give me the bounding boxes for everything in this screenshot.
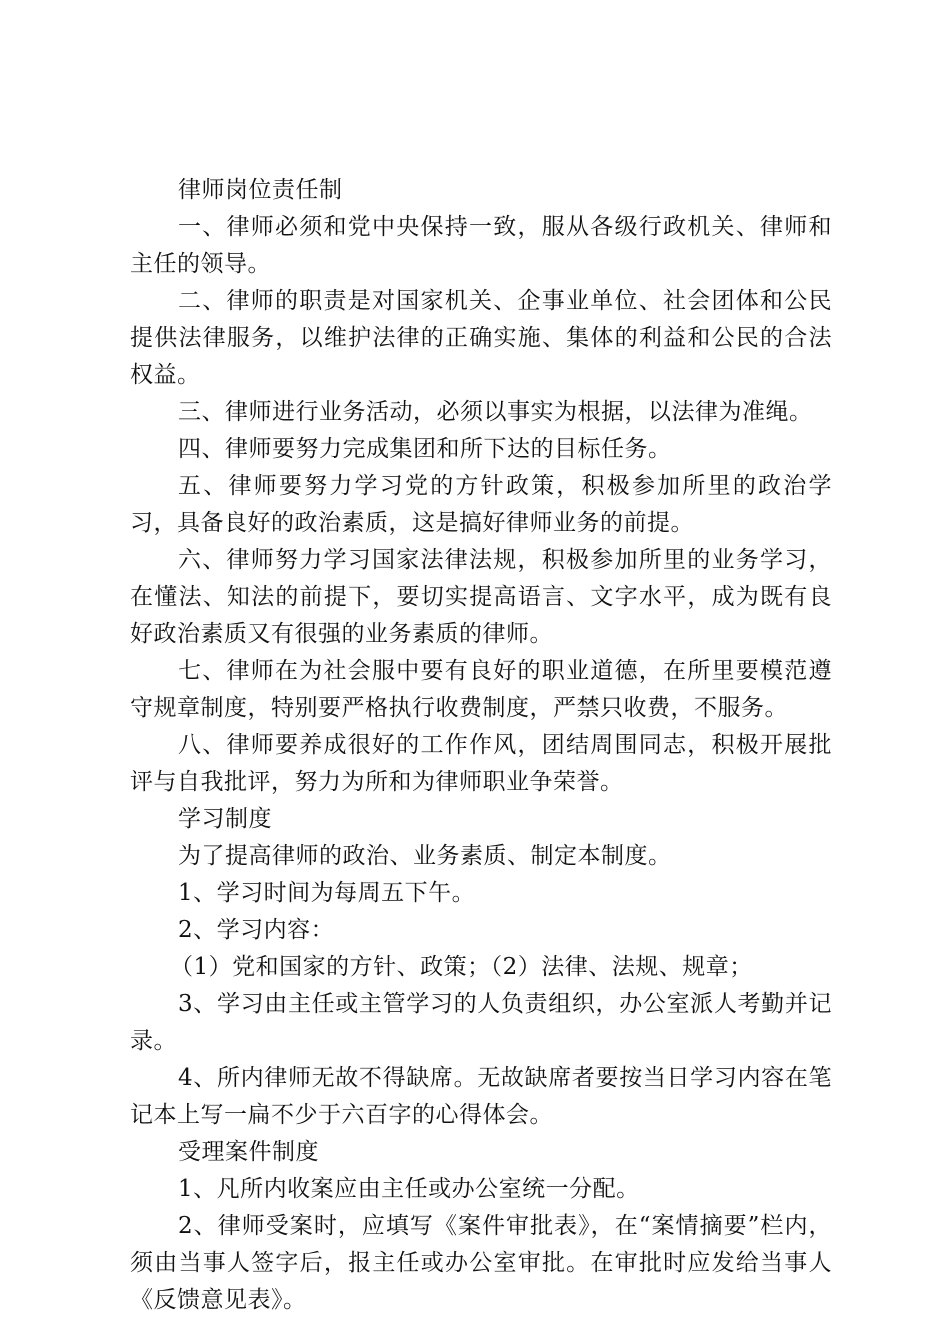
paragraph: 三、律师进行业务活动，必须以事实为根据，以法律为准绳。 bbox=[178, 399, 813, 425]
section-title-case-acceptance: 受理案件制度 bbox=[178, 1139, 319, 1165]
paragraph: 六、律师努力学习国家法律法规，积极参加所里的业务学习，在懂法、知法的前提下，要切实提高语言、文字水平，成为既有良好政治素质又有很强的业务素质的律师。 bbox=[130, 547, 832, 647]
list-item: 1、凡所内收案应由主任或办公室统一分配。 bbox=[178, 1176, 640, 1202]
list-item: （1）党和国家的方针、政策；（2）法律、法规、规章； bbox=[170, 954, 753, 980]
section-title-lawyer-responsibility: 律师岗位责任制 bbox=[178, 177, 343, 203]
paragraph: 2、律师受案时，应填写《案件审批表》，在“案情摘要”栏内，须由当事人签字后，报主任或办公室审批。在审批时应发给当事人《反馈意见表》。 bbox=[130, 1213, 832, 1313]
section-title-study-system: 学习制度 bbox=[178, 806, 272, 832]
paragraph: 4、所内律师无故不得缺席。无故缺席者要按当日学习内容在笔记本上写一扁不少于六百字的心得体会。 bbox=[130, 1065, 832, 1128]
paragraph: 一、律师必须和党中央保持一致，服从各级行政机关、律师和主任的领导。 bbox=[130, 214, 832, 277]
paragraph: 为了提高律师的政治、业务素质、制定本制度。 bbox=[178, 843, 672, 869]
paragraph: 3、学习由主任或主管学习的人负责组织，办公室派人考勤并记录。 bbox=[130, 991, 832, 1054]
paragraph: 二、律师的职责是对国家机关、企事业单位、社会团体和公民提供法律服务，以维护法律的正确实施、集体的利益和公民的合法权益。 bbox=[130, 288, 832, 388]
paragraph: 七、律师在为社会服中要有良好的职业道德，在所里要模范遵守规章制度，特别要严格执行收费制度，严禁只收费，不服务。 bbox=[130, 658, 832, 721]
paragraph: 八、律师要养成很好的工作作风，团结周围同志，积极开展批评与自我批评，努力为所和为律师职业争荣誉。 bbox=[130, 732, 832, 795]
paragraph: 四、律师要努力完成集团和所下达的目标任务。 bbox=[178, 436, 672, 462]
list-item: 2、学习内容： bbox=[178, 917, 335, 943]
document-body bbox=[130, 172, 832, 1319]
paragraph: 五、律师要努力学习党的方针政策，积极参加所里的政治学习，具备良好的政治素质，这是搞好律师业务的前提。 bbox=[130, 473, 832, 536]
list-item: 1、学习时间为每周五下午。 bbox=[178, 880, 476, 906]
